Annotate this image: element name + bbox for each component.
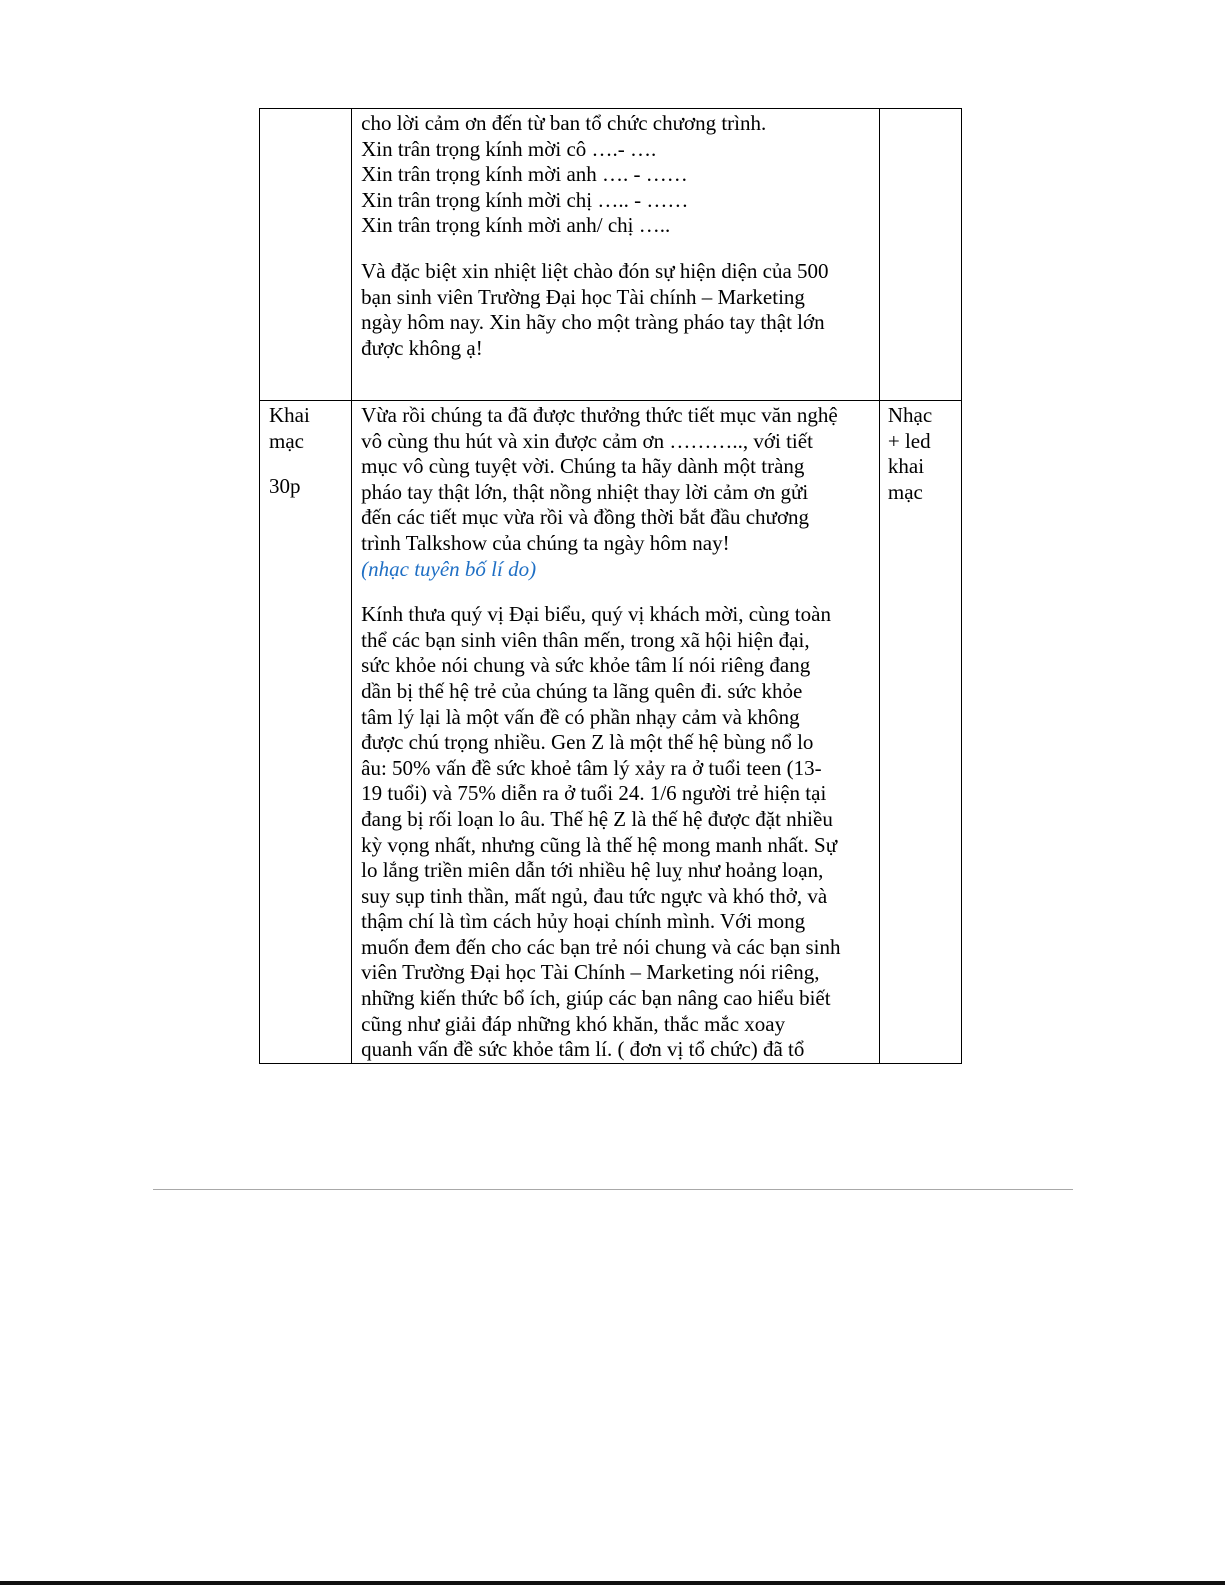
paragraph-invitations [361, 111, 875, 239]
text-line: bạn sinh viên Trường Đại học Tài chính – Marketing [361, 284, 805, 309]
table-row [260, 401, 962, 1064]
text-line: Xin trân trọng kính mời cô ….- …. [361, 136, 657, 161]
notes-cell [879, 109, 961, 401]
script-cell [352, 109, 880, 401]
text-line: đang bị rối loạn lo âu. Thế hệ Z là thế hệ được đặt nhiều [361, 806, 833, 831]
note-line: mạc [887, 479, 923, 504]
text-line: đến các tiết mục vừa rồi và đồng thời bắt đầu chương [361, 505, 810, 530]
text-line: những kiến thức bổ ích, giúp các bạn nâng cao hiểu biết [361, 986, 831, 1011]
note-line: khai [887, 454, 925, 479]
script-table [259, 108, 962, 1064]
note-line: Nhạc [887, 403, 933, 427]
text-line: thậm chí là tìm cách hủy hoại chính mình. Với mong [361, 909, 806, 934]
text-line: tâm lý lại là một vấn đề có phần nhạy cảm và không [361, 704, 800, 729]
paragraph-reason [361, 602, 875, 1063]
text-line: muốn đem đến cho các bạn trẻ nói chung và các bạn sinh [361, 934, 841, 959]
text-line: được chú trọng nhiều. Gen Z là một thế hệ bùng nổ lo [361, 730, 814, 755]
text-line: Xin trân trọng kính mời chị ….. - …… [361, 187, 689, 212]
text-line: quanh vấn đề sức khỏe tâm lí. ( đơn vị tổ chức) đã tổ [361, 1037, 805, 1062]
text-line: suy sụp tinh thần, mất ngủ, đau tức ngực và khó thở, và [361, 883, 828, 908]
table-row [260, 109, 962, 401]
text-line: kỳ vọng nhất, nhưng cũng là thế hệ mong manh nhất. Sự [361, 832, 838, 857]
page-divider [153, 1189, 1073, 1190]
text-line: 19 tuổi) và 75% diễn ra ở tuổi 24. 1/6 người trẻ hiện tại [361, 781, 827, 806]
segment-title: Khai [269, 403, 310, 427]
text-line: được không ạ! [361, 335, 483, 360]
text-line: cho lời cảm ơn đến từ ban tổ chức chương trình. [361, 111, 767, 135]
text-line: Và đặc biệt xin nhiệt liệt chào đón sự hiện diện của 500 [361, 258, 829, 283]
text-line: ngày hôm nay. Xin hãy cho một tràng pháo tay thật lớn [361, 310, 825, 335]
text-line: cũng như giải đáp những khó khăn, thắc mắc xoay [361, 1011, 786, 1036]
script-cell [352, 401, 880, 1064]
segment-duration: 30p [269, 474, 301, 499]
page-bottom-edge [0, 1581, 1225, 1585]
text-line: dần bị thế hệ trẻ của chúng ta lãng quên đi. sức khỏe [361, 678, 803, 703]
text-line: Xin trân trọng kính mời anh/ chị ….. [361, 213, 671, 238]
paragraph-welcome [361, 259, 875, 361]
text-line: sức khỏe nói chung và sức khỏe tâm lí nói riêng đang [361, 653, 811, 678]
segment-cell [260, 109, 352, 401]
notes-cell [879, 401, 961, 1064]
text-line: viên Trường Đại học Tài Chính – Marketing nói riêng, [361, 960, 820, 985]
note-line: + led [887, 428, 931, 453]
text-line: âu: 50% vấn đề sức khoẻ tâm lý xảy ra ở tuổi teen (13- [361, 755, 822, 780]
segment-title: mạc [269, 428, 304, 453]
text-line: pháo tay thật lớn, thật nồng nhiệt thay lời cảm ơn gửi [361, 479, 809, 504]
text-line: Vừa rồi chúng ta đã được thưởng thức tiết mục văn nghệ [361, 403, 838, 427]
text-line: thể các bạn sinh viên thân mến, trong xã hội hiện đại, [361, 627, 810, 652]
stage-note: (nhạc tuyên bố lí do) [361, 556, 537, 581]
text-line: Kính thưa quý vị Đại biểu, quý vị khách mời, cùng toàn [361, 602, 831, 627]
text-line: vô cùng thu hút và xin được cảm ơn ……….., với tiết [361, 428, 813, 453]
segment-cell [260, 401, 352, 1064]
text-line: Xin trân trọng kính mời anh …. - …… [361, 162, 688, 187]
text-line: lo lắng triền miên dẫn tới nhiều hệ luỵ như hoảng loạn, [361, 858, 824, 883]
text-line: trình Talkshow của chúng ta ngày hôm nay! [361, 530, 730, 555]
paragraph-opening [361, 403, 875, 582]
text-line: mục vô cùng tuyệt vời. Chúng ta hãy dành một tràng [361, 454, 805, 479]
